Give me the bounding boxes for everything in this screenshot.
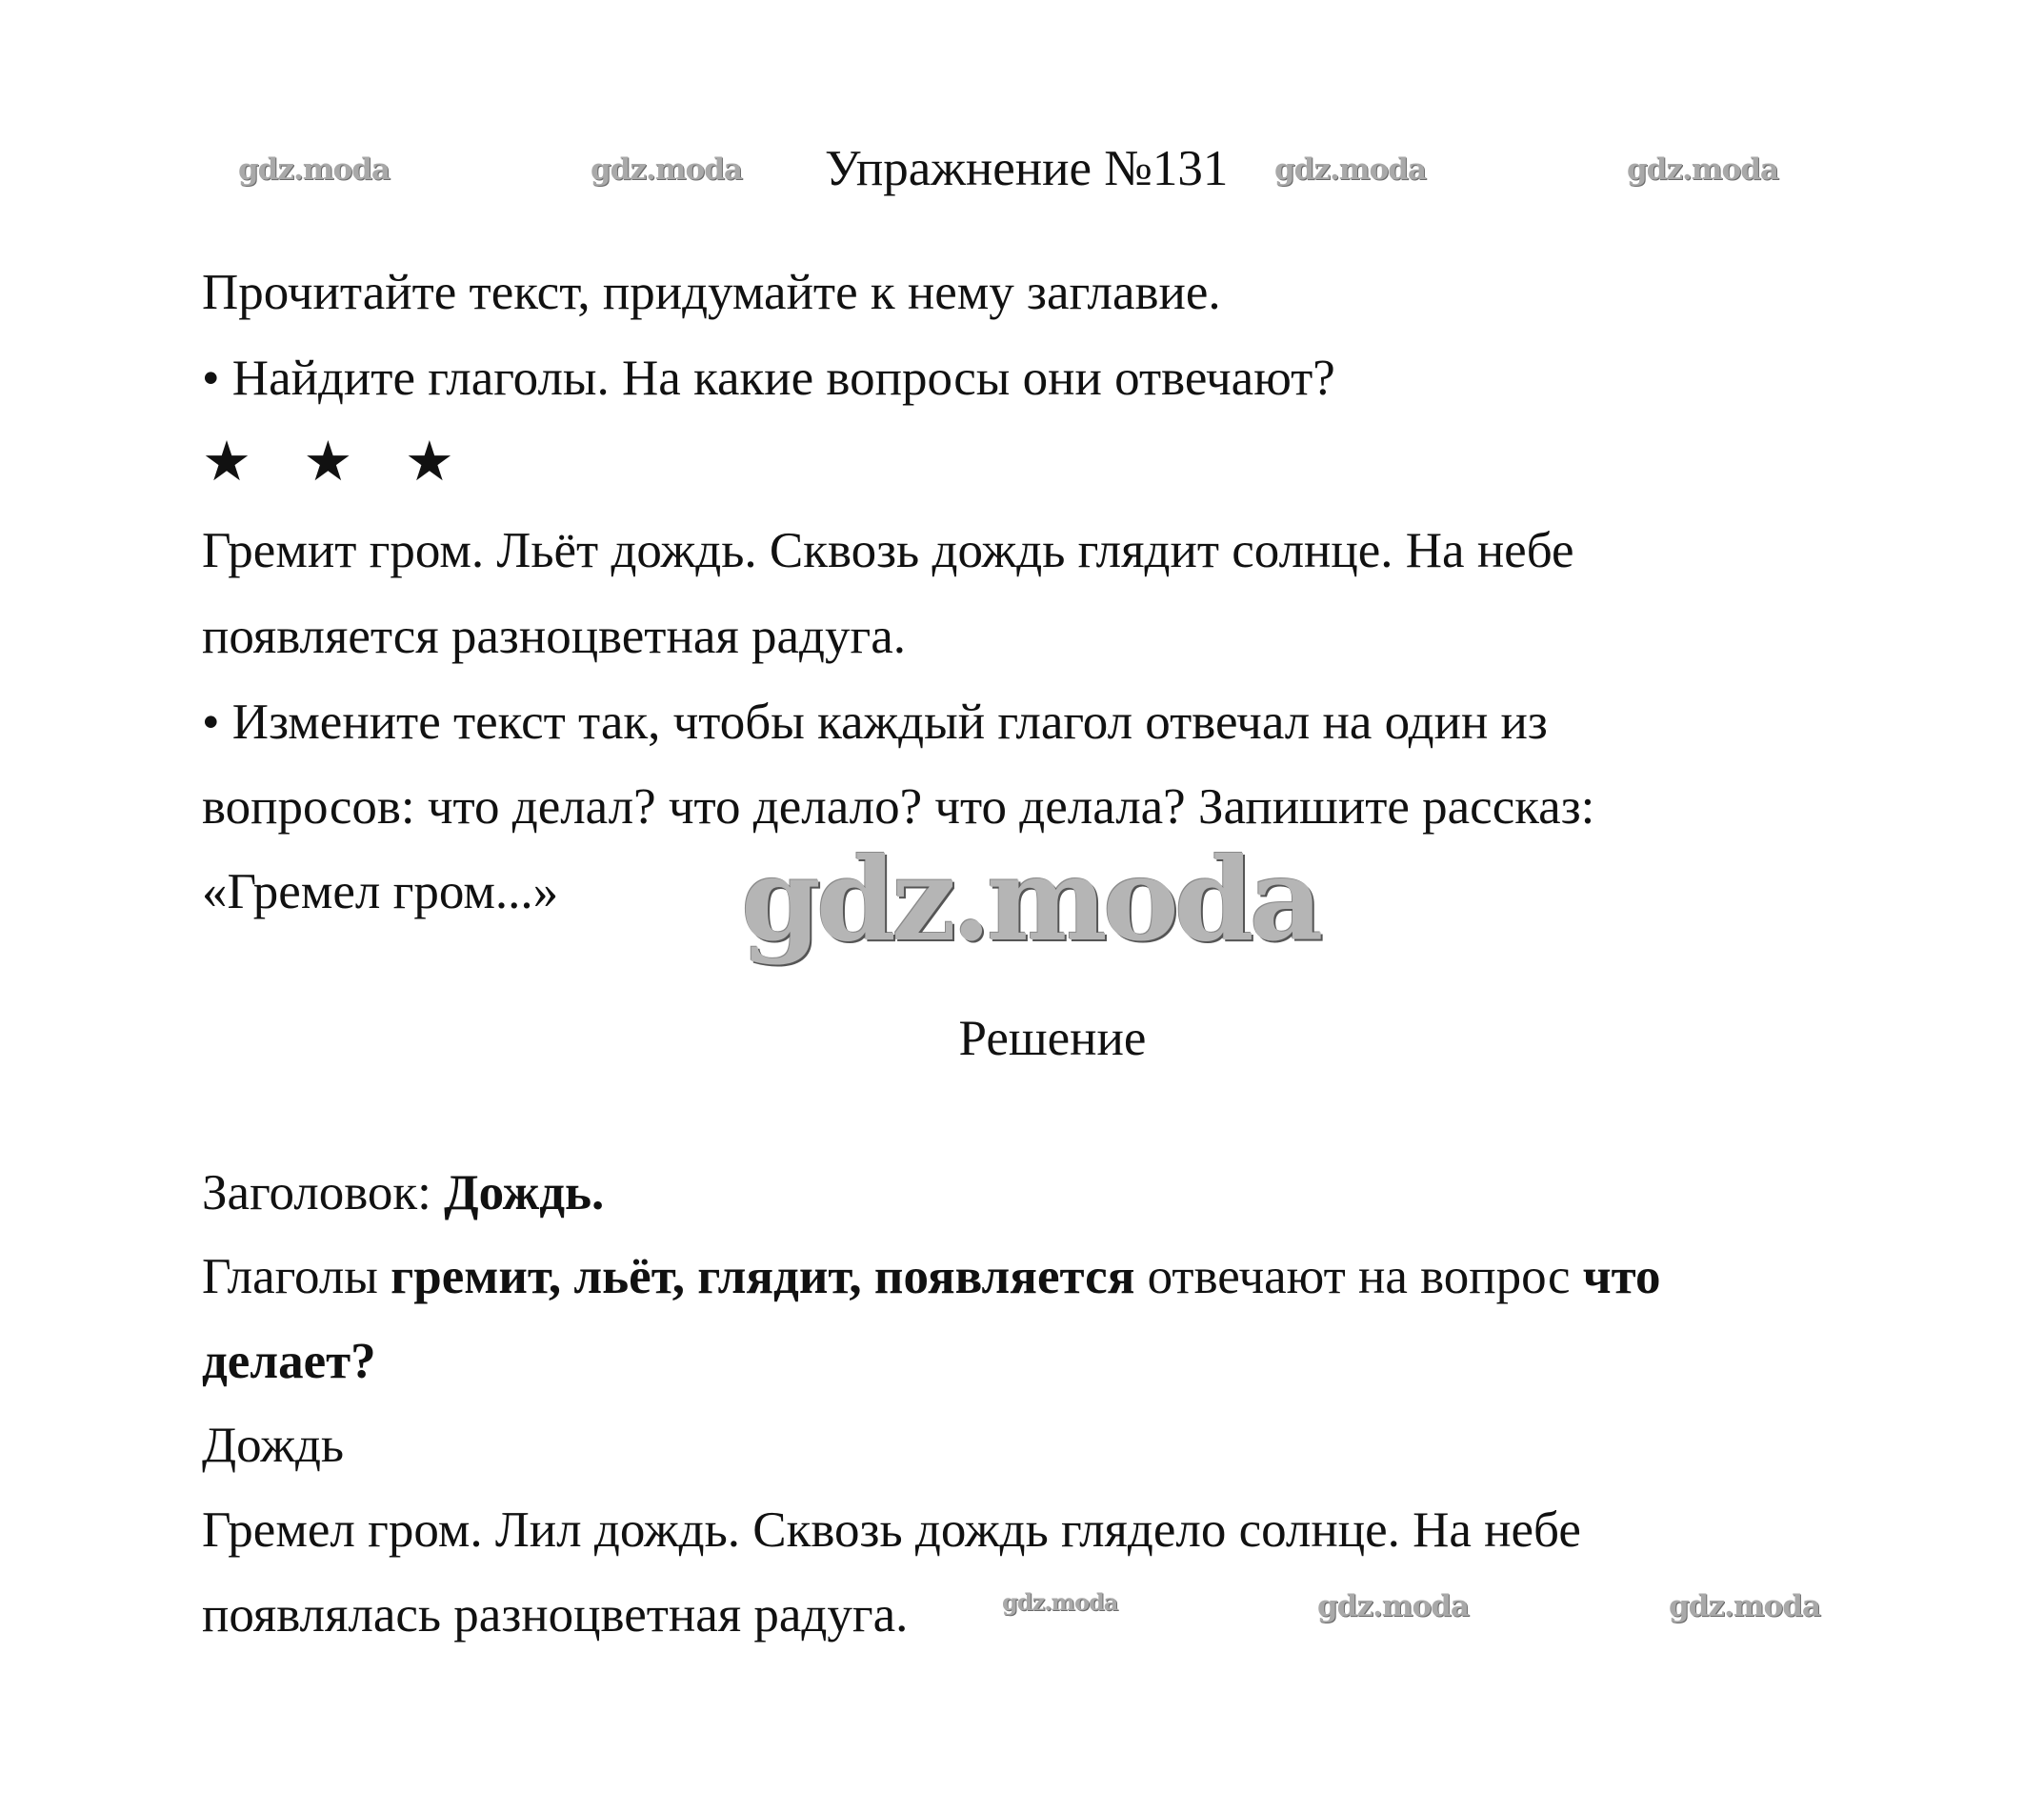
solution-verbs-line	[202, 1246, 1660, 1307]
task-instruction: Прочитайте текст, придумайте к нему заглавие.	[202, 265, 1221, 320]
story-title: Дождь	[202, 1418, 345, 1473]
watermark: gdz.moda	[1669, 1589, 1820, 1623]
page-title: Упражнение №131	[825, 141, 1229, 196]
watermark: gdz.moda	[1274, 152, 1426, 187]
watermark: gdz.moda	[1002, 1588, 1118, 1616]
task-instruction: вопросов: что делал? что делало? что делала? Запишите рассказ:	[202, 779, 1595, 835]
watermark: gdz.moda	[591, 152, 742, 187]
verbs-question: что	[1582, 1249, 1661, 1304]
solution-verbs-line-cont	[202, 1331, 376, 1392]
task-instruction: «Гремел гром...»	[202, 864, 559, 919]
watermark: gdz.moda	[1317, 1589, 1469, 1623]
watermark: gdz.moda	[1627, 152, 1778, 187]
story-line: появлялась разноцветная радуга.	[202, 1587, 909, 1643]
verbs-question-cont: делает?	[202, 1334, 376, 1389]
watermark-large: gdz.moda	[741, 833, 1319, 967]
verbs-list: гремит, льёт, глядит, появляется	[391, 1249, 1135, 1304]
task-text-line: появляется разноцветная радуга.	[202, 609, 906, 664]
verbs-middle: отвечают на вопрос	[1134, 1249, 1583, 1304]
solution-title-line	[202, 1162, 604, 1223]
task-question: • Найдите глаголы. На какие вопросы они отвечают?	[202, 351, 1335, 406]
stars-separator: ★ ★ ★	[202, 429, 471, 494]
solution-heading: Решение	[958, 1011, 1147, 1066]
solution-title-value: Дождь.	[444, 1165, 605, 1220]
task-instruction: • Измените текст так, чтобы каждый глагол отвечал на один из	[202, 695, 1548, 750]
story-line: Гремел гром. Лил дождь. Сквозь дождь глядело солнце. На небе	[202, 1502, 1581, 1558]
task-text-line: Гремит гром. Льёт дождь. Сквозь дождь глядит солнце. На небе	[202, 523, 1574, 578]
watermark: gdz.moda	[238, 152, 390, 187]
verbs-prefix: Глаголы	[202, 1249, 391, 1304]
solution-title-label: Заголовок:	[202, 1165, 445, 1220]
